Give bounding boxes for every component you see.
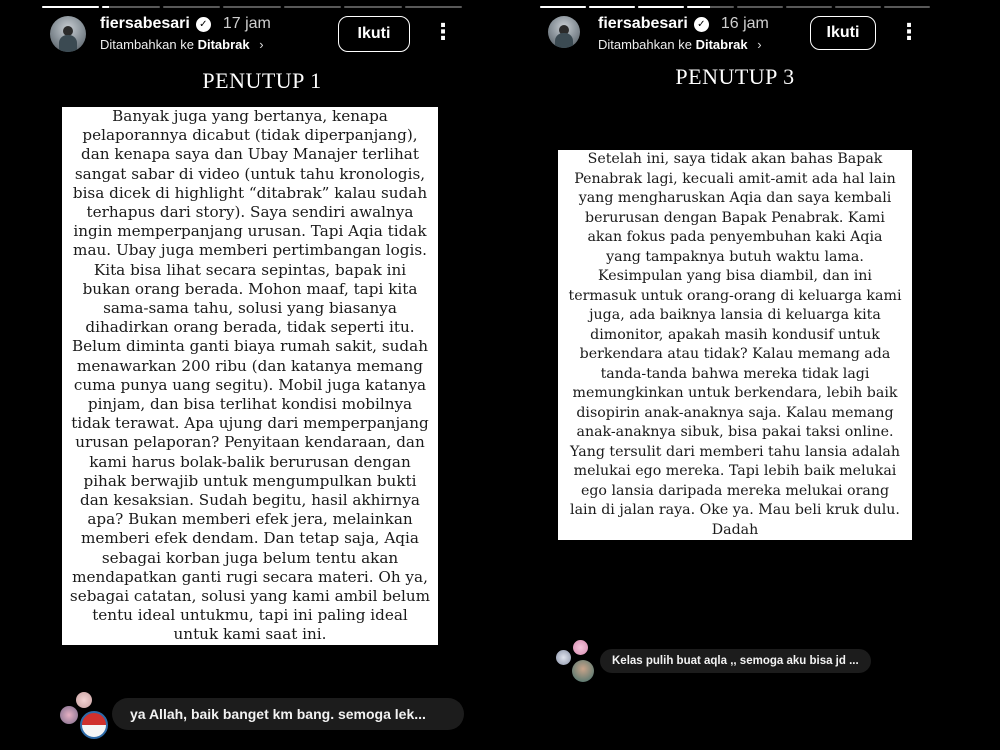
reply-comment-bubble[interactable]: ya Allah, baik banget km bang. semoga lek... <box>112 698 464 730</box>
story-progress-bar <box>42 6 462 8</box>
story-text-line: mau. Ubay juga memberi pertimbangan logis. <box>62 241 438 260</box>
viewer-avatar <box>60 706 78 724</box>
story-text-line: tidak terawat. Apa ujung dari memperpanjang <box>62 414 438 433</box>
story-title: PENUTUP 1 <box>202 68 322 93</box>
story-text-line: tentu ideal untukmu, tapi ini paling ideal <box>62 606 438 625</box>
story-text-line: dan kenapa saya dan Ubay Manajer terlihat <box>62 145 438 164</box>
story-text-line: sebagai catatan, solusi yang kami ambil belum <box>62 587 438 606</box>
story-text-line: dan kesaksian. Sudah begitu, hasil akhirnya <box>62 491 438 510</box>
progress-segment <box>405 6 462 8</box>
story-text-line: mendapatkan ganti rugi secara materi. Oh ya, <box>62 568 438 587</box>
viewer-avatar <box>556 650 571 665</box>
story-text-line: tanda-tanda bahwa mereka tidak lagi <box>558 365 912 385</box>
story-text-line: ingin memperpanjang urusan. Tapi Aqia tidak <box>62 222 438 241</box>
progress-segment <box>163 6 220 8</box>
story-text-line: pinjam, dan bisa terlihat kondisi mobilnya <box>62 395 438 414</box>
highlight-link[interactable]: Ditambahkan ke Ditabrak › <box>100 37 264 52</box>
story-text-line: memberi efek dendam. Dan tetap saja, Aqia <box>62 529 438 548</box>
progress-segment <box>786 6 832 8</box>
story-text-line: Penabrak lagi, kecuali amit-amit ada hal lain <box>558 170 912 190</box>
progress-segment <box>687 6 733 8</box>
story-text-line: berkendara atau tidak? Kalau memang ada <box>558 345 912 365</box>
username[interactable]: fiersabesari <box>100 15 190 32</box>
post-time: 17 jam <box>222 15 271 32</box>
progress-segment <box>344 6 401 8</box>
verified-badge-icon: ✓ <box>196 17 211 32</box>
story-text-line: lain di jalan raya. Oke ya. Mau beli kruk dulu. <box>558 501 912 521</box>
story-text-line: pelaporannya dicabut (tidak diperpanjang), <box>62 126 438 145</box>
story-text-line: menawarkan 200 ribu (dan katanya memang <box>62 357 438 376</box>
story-text-line: sangat sabar di video (untuk tahu kronologis, <box>62 165 438 184</box>
story-text-line: berurusan dengan Bapak Penabrak. Kami <box>558 209 912 229</box>
story-progress-bar <box>540 6 930 8</box>
avatar[interactable] <box>50 16 86 52</box>
story-text-line: yang mengharuskan Aqia dan saya kembali <box>558 189 912 209</box>
story-text-line: Kesimpulan yang bisa diambil, dan ini <box>558 267 912 287</box>
highlight-link[interactable]: Ditambahkan ke Ditabrak › <box>598 37 762 52</box>
story-text-line: terhapus dari story). Saya sendiri awalnya <box>62 203 438 222</box>
story-text-line: juga, ada baiknya lansia di keluarga kita <box>558 306 912 326</box>
story-text-line: dihadirkan orang berada, tidak seperti itu. <box>62 318 438 337</box>
story-text-line: yang tampaknya butuh waktu lama. <box>558 248 912 268</box>
avatar[interactable] <box>548 16 580 48</box>
story-header <box>50 16 462 56</box>
viewer-avatar-flag <box>80 711 108 739</box>
chevron-right-icon: › <box>757 37 762 52</box>
story-text-line: ego lansia daripada mereka melukai orang <box>558 482 912 502</box>
story-text-line: pihak berwajib untuk mengumpulkan bukti <box>62 472 438 491</box>
progress-segment <box>737 6 783 8</box>
follow-button[interactable]: Ikuti <box>338 16 410 52</box>
progress-segment <box>42 6 99 8</box>
progress-segment <box>638 6 684 8</box>
post-time: 16 jam <box>720 15 769 32</box>
story-text-line: bisa dicek di highlight “ditabrak” kalau sudah <box>62 184 438 203</box>
story-right[interactable] <box>540 0 930 750</box>
story-text-line: anak-anaknya sibuk, bisa pakai taksi online. <box>558 423 912 443</box>
follow-button[interactable]: Ikuti <box>810 16 876 50</box>
story-text-line: Kita bisa lihat secara sepintas, bapak ini <box>62 261 438 280</box>
story-text-line: sama-sama tahu, solusi yang biasanya <box>62 299 438 318</box>
story-title: PENUTUP 3 <box>675 64 795 89</box>
reply-comment-bubble[interactable]: Kelas pulih buat aqla ,, semoga aku bisa jd ... <box>600 649 871 673</box>
viewer-avatar <box>76 692 92 708</box>
story-text-line: Setelah ini, saya tidak akan bahas Bapak <box>558 150 912 170</box>
chevron-right-icon: › <box>259 37 264 52</box>
progress-segment <box>540 6 586 8</box>
progress-segment <box>223 6 280 8</box>
more-options-icon[interactable]: ⋮ <box>432 19 454 44</box>
more-options-icon[interactable]: ⋮ <box>898 19 920 44</box>
story-text-line: untuk kami saat ini. <box>62 625 438 644</box>
story-text-line: apa? Bukan memberi efek jera, melainkan <box>62 510 438 529</box>
progress-segment <box>884 6 930 8</box>
viewer-avatar <box>573 640 588 655</box>
story-text-line: sebagai korban juga belum tentu akan <box>62 549 438 568</box>
story-text-line: Banyak juga yang bertanya, kenapa <box>62 107 438 126</box>
verified-badge-icon: ✓ <box>694 17 709 32</box>
story-header <box>548 16 930 56</box>
story-text-line: akan fokus pada penyembuhan kaki Aqia <box>558 228 912 248</box>
story-text-line: kami harus bolak-balik berurusan dengan <box>62 453 438 472</box>
progress-segment <box>102 6 159 8</box>
story-text-line: melukai ego mereka. Tapi lebih baik melukai <box>558 462 912 482</box>
story-text-line: dimonitor, apakah masih kondusif untuk <box>558 326 912 346</box>
story-text-line: disopirin anak-anaknya saja. Kalau memang <box>558 404 912 424</box>
story-text-line: termasuk untuk orang-orang di keluarga kami <box>558 287 912 307</box>
progress-segment <box>284 6 341 8</box>
story-left[interactable] <box>42 0 462 750</box>
story-text-line: Dadah <box>558 521 912 541</box>
story-text-line: bukan orang berada. Mohon maaf, tapi kita <box>62 280 438 299</box>
viewer-avatar <box>572 660 594 682</box>
highlight-name: Ditabrak <box>197 37 250 52</box>
story-text-line: Belum diminta ganti biaya rumah sakit, sudah <box>62 337 438 356</box>
progress-segment <box>835 6 881 8</box>
story-text-block <box>62 107 438 645</box>
progress-segment <box>589 6 635 8</box>
highlight-name: Ditabrak <box>695 37 748 52</box>
story-text-line: cuma punya uang segitu). Mobil juga katanya <box>62 376 438 395</box>
story-text-line: memungkinkan untuk berkendara, lebih baik <box>558 384 912 404</box>
story-text-line: Yang tersulit dari memberi tahu lansia adalah <box>558 443 912 463</box>
story-text-block <box>558 150 912 540</box>
story-text-line: urusan pelaporan? Penyitaan kendaraan, dan <box>62 433 438 452</box>
username[interactable]: fiersabesari <box>598 15 688 32</box>
